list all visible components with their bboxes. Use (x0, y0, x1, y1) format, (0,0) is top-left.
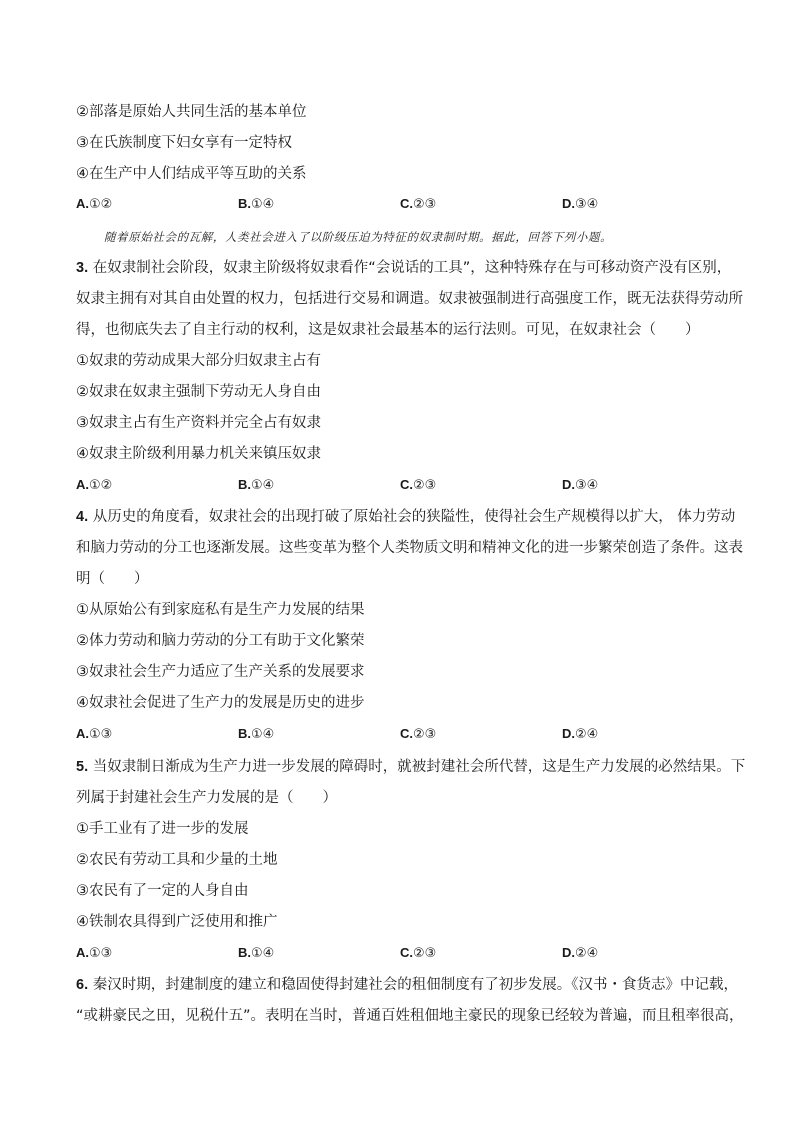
question-5-number: 5. (76, 759, 89, 775)
q3-option-c[interactable]: C.②③ (400, 477, 437, 493)
question-6-line-2: “或耕豪民之田，见税什五”。表明在当时，普通百姓租佃地主豪民的现象已经较为普遍，而且租率很高， (76, 1008, 744, 1024)
q3-option-a[interactable]: A.①② (76, 477, 113, 493)
q5-statement-3: ③农民有了一定的人身自由 (76, 883, 249, 899)
question-4-line-3: 明（ ） (76, 571, 149, 587)
q4-answer-options (76, 726, 716, 746)
option-a[interactable]: A.①② (76, 196, 113, 212)
q5-statement-1: ①手工业有了进一步的发展 (76, 821, 249, 837)
q5-option-c[interactable]: C.②③ (400, 945, 437, 961)
statement-2: ②部落是原始人共同生活的基本单位 (76, 104, 307, 120)
question-4-line-1: 4. 从历史的角度看，奴隶社会的出现打破了原始社会的狭隘性，使得社会生产规模得以扩大， 体力劳动 (76, 509, 736, 525)
q3-statement-2: ②奴隶在奴隶主强制下劳动无人身自由 (76, 384, 321, 400)
q5-statement-4: ④铁制农具得到广泛使用和推广 (76, 914, 278, 930)
q3-answer-options (76, 477, 716, 497)
question-5-line-2: 列属于封建社会生产力发展的是（ ） (76, 790, 337, 806)
q4-option-c[interactable]: C.②③ (400, 726, 437, 742)
question-5-line-1: 5. 当奴隶制日渐成为生产力进一步发展的障碍时，就被封建社会所代替，这是生产力发展的必然结果。下 (76, 759, 746, 775)
q5-option-b[interactable]: B.①④ (238, 945, 275, 961)
question-6-line-1: 6. 秦汉时期，封建制度的建立和稳固使得封建社会的租佃制度有了初步发展。《汉书・食货志》中记载， (76, 977, 738, 993)
question-4-line-2: 和脑力劳动的分工也逐渐发展。这些变革为整个人类物质文明和精神文化的进一步繁荣创造了条件。这表 (76, 540, 743, 556)
q4-statement-2: ②体力劳动和脑力劳动的分工有助于文化繁荣 (76, 633, 365, 649)
q4-option-d[interactable]: D.②④ (562, 726, 599, 742)
q4-option-a[interactable]: A.①③ (76, 726, 113, 742)
q5-option-a[interactable]: A.①③ (76, 945, 113, 961)
question-6-number: 6. (76, 977, 89, 993)
option-c[interactable]: C.②③ (400, 196, 437, 212)
q3-statement-1: ①奴隶的劳动成果大部分归奴隶主占有 (76, 353, 321, 369)
q3-option-d[interactable]: D.③④ (562, 477, 599, 493)
q3-option-b[interactable]: B.①④ (238, 477, 275, 493)
statement-3: ③在氏族制度下妇女享有一定特权 (76, 135, 292, 151)
q5-answer-options (76, 945, 716, 965)
q4-statement-3: ③奴隶社会生产力适应了生产关系的发展要求 (76, 664, 365, 680)
q3-statement-4: ④奴隶主阶级利用暴力机关来镇压奴隶 (76, 446, 321, 462)
q5-option-d[interactable]: D.②④ (562, 945, 599, 961)
q5-statement-2: ②农民有劳动工具和少量的土地 (76, 852, 278, 868)
q4-option-b[interactable]: B.①④ (238, 726, 275, 742)
option-b[interactable]: B.①④ (238, 196, 275, 212)
q3-statement-3: ③奴隶主占有生产资料并完全占有奴隶 (76, 415, 321, 431)
question-3-number: 3. (76, 260, 89, 276)
question-3-line-1: 3. 在奴隶制社会阶段，奴隶主阶级将奴隶看作“会说话的工具”，这种特殊存在与可移动资产没有区别， (76, 260, 732, 276)
question-3-line-3: 得，也彻底失去了自主行动的权利，这是奴隶社会最基本的运行法则。可见，在奴隶社会（ ） (76, 322, 700, 338)
q4-statement-1: ①从原始公有到家庭私有是生产力发展的结果 (76, 602, 365, 618)
q4-statement-4: ④奴隶社会促进了生产力的发展是历史的进步 (76, 695, 365, 711)
question-4-number: 4. (76, 509, 89, 525)
statement-4: ④在生产中人们结成平等互助的关系 (76, 166, 307, 182)
answer-options (76, 196, 716, 216)
section-intro: 随着原始社会的瓦解，人类社会进入了以阶级压迫为特征的奴隶制时期。据此，回答下列小题。 (104, 230, 613, 244)
option-d[interactable]: D.③④ (562, 196, 599, 212)
question-3-line-2: 奴隶主拥有对其自由处置的权力，包括进行交易和调遣。奴隶被强制进行高强度工作，既无法获得劳动所 (76, 291, 743, 307)
